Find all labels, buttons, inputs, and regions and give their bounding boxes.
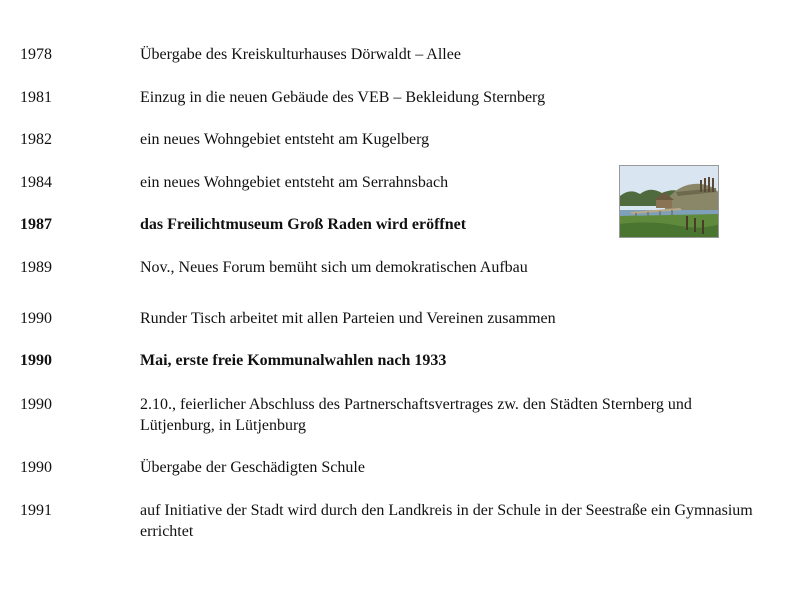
entry-year: 1981 xyxy=(20,89,52,106)
entry-text: ein neues Wohngebiet entsteht am Serrahnsbach xyxy=(140,174,449,191)
entry-text: Übergabe des Kreiskulturhauses Dörwaldt – Allee xyxy=(140,46,461,63)
entry-year: 1987 xyxy=(20,216,52,233)
entry-text: das Freilichtmuseum Groß Raden wird eröffnet xyxy=(140,216,467,233)
entry-year: 1990 xyxy=(20,310,52,327)
entry-year: 1990 xyxy=(20,352,52,369)
entry-text: ein neues Wohngebiet entsteht am Kugelberg xyxy=(140,131,430,148)
entry-year: 1978 xyxy=(20,46,52,63)
entry-year: 1982 xyxy=(20,131,52,148)
museum-photo xyxy=(619,165,719,238)
entry-text: Übergabe der Geschädigten Schule xyxy=(140,459,365,476)
entry-year: 1990 xyxy=(20,459,52,476)
entry-text: Mai, erste freie Kommunalwahlen nach 1933 xyxy=(140,352,447,369)
entry-text: Runder Tisch arbeitet mit allen Parteien und Vereinen zusammen xyxy=(140,310,556,327)
entry-year: 1991 xyxy=(20,502,52,519)
entry-text: 2.10., feierlicher Abschluss des Partnerschaftsvertrages zw. den Städten Sternberg und Lütjenburg, in Lütjenburg xyxy=(140,396,692,434)
entry-year: 1989 xyxy=(20,259,52,276)
museum-photo-icon xyxy=(620,166,719,238)
entry-text: Einzug in die neuen Gebäude des VEB – Bekleidung Sternberg xyxy=(140,89,546,106)
entry-year: 1984 xyxy=(20,174,52,191)
entry-text: auf Initiative der Stadt wird durch den Landkreis in der Schule in der Seestraße ein Gymnasium errichtet xyxy=(140,502,753,540)
entry-year: 1990 xyxy=(20,396,52,413)
entry-text: Nov., Neues Forum bemüht sich um demokratischen Aufbau xyxy=(140,259,528,276)
